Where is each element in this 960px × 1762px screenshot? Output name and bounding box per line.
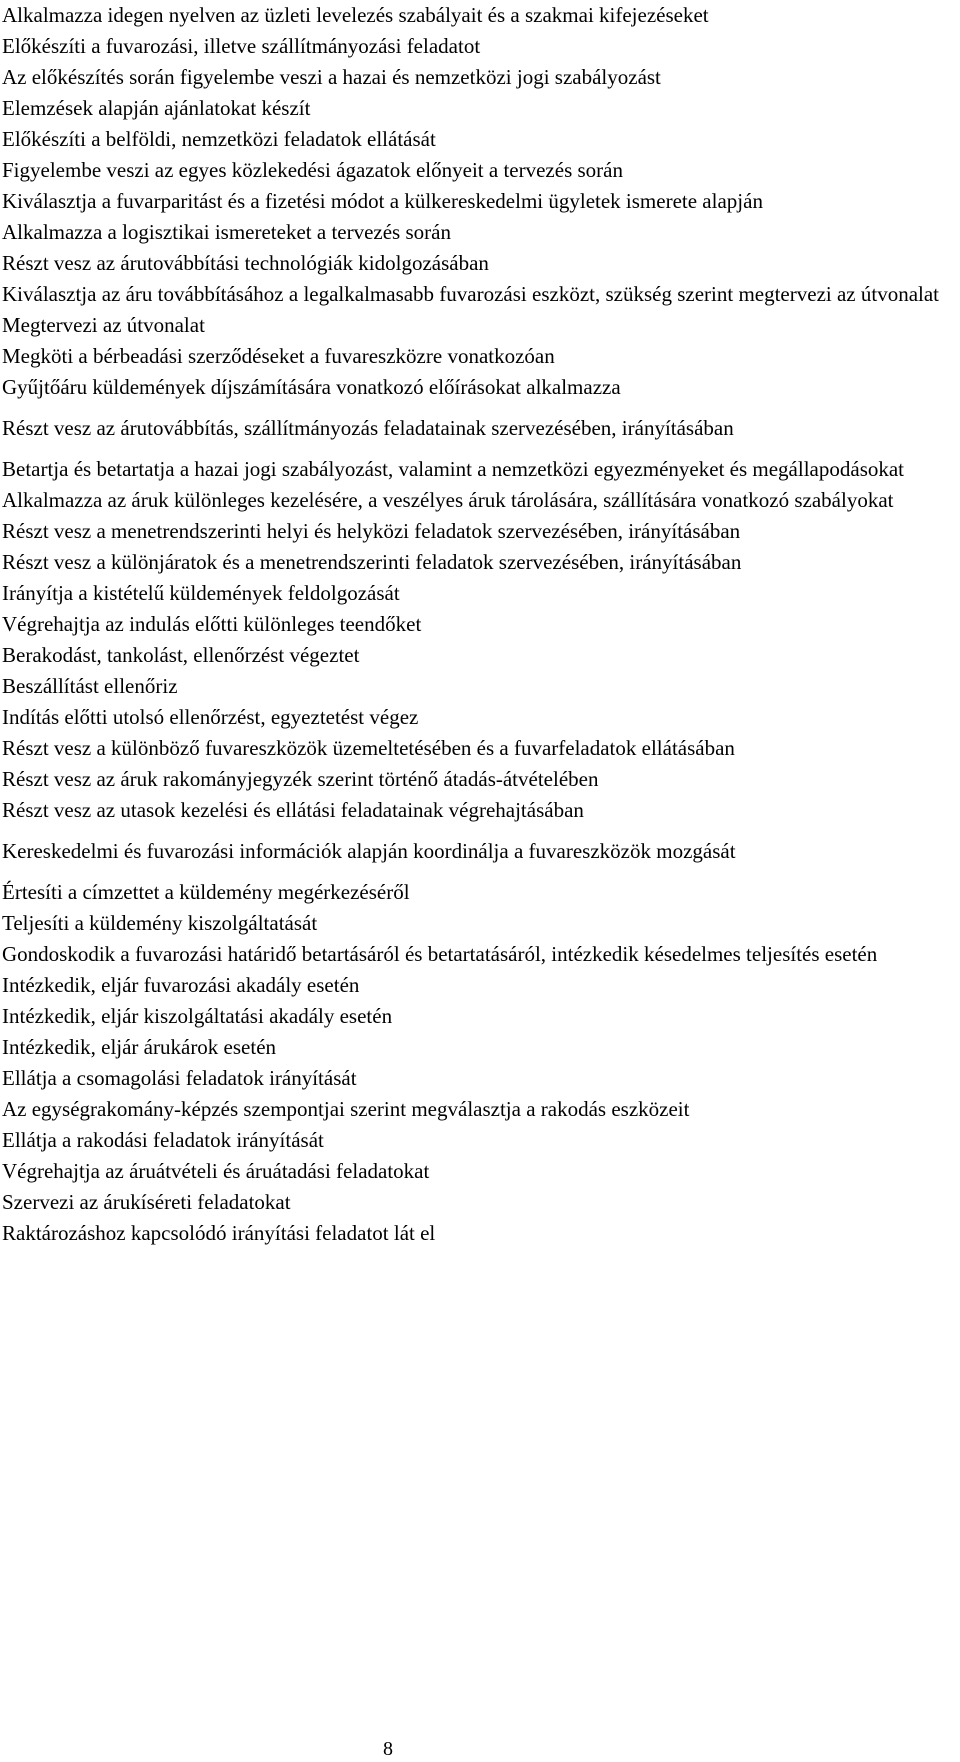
- list-item: Elemzések alapján ajánlatokat készít: [2, 96, 311, 120]
- list-item: Részt vesz a különböző fuvareszközök üzemeltetésében és a fuvarfeladatok ellátásában: [2, 736, 735, 760]
- list-item: Irányítja a kistételű küldemények feldolgozását: [2, 581, 400, 605]
- list-item: Intézkedik, eljár kiszolgáltatási akadály esetén: [2, 1004, 393, 1028]
- list-item: Beszállítást ellenőriz: [2, 674, 178, 698]
- page-number: 8: [383, 1738, 393, 1760]
- list-item: Végrehajtja az áruátvételi és áruátadási feladatokat: [2, 1159, 430, 1183]
- list-item: Részt vesz a különjáratok és a menetrendszerinti feladatok szervezésében, irányításában: [2, 550, 742, 574]
- list-item: Gyűjtőáru küldemények díjszámítására vonatkozó előírásokat alkalmazza: [2, 375, 621, 399]
- list-item: Teljesíti a küldemény kiszolgáltatását: [2, 911, 318, 935]
- list-item: Részt vesz a menetrendszerinti helyi és helyközi feladatok szervezésében, irányításában: [2, 519, 741, 543]
- list-item: Indítás előtti utolsó ellenőrzést, egyeztetést végez: [2, 705, 419, 729]
- list-item: Intézkedik, eljár fuvarozási akadály esetén: [2, 973, 360, 997]
- list-item: Ellátja a csomagolási feladatok irányítását: [2, 1066, 357, 1090]
- list-item: Gondoskodik a fuvarozási határidő betartásáról és betartatásáról, intézkedik késedelmes teljesítés esetén: [2, 942, 878, 966]
- list-item: Alkalmazza a logisztikai ismereteket a tervezés során: [2, 220, 451, 244]
- list-item: Értesíti a címzettet a küldemény megérkezéséről: [2, 880, 410, 904]
- list-item: Részt vesz az áruk rakományjegyzék szerint történő átadás-átvételében: [2, 767, 599, 791]
- list-item: Előkészíti a belföldi, nemzetközi feladatok ellátását: [2, 127, 436, 151]
- list-item: Szervezi az árukíséreti feladatokat: [2, 1190, 291, 1214]
- list-item: Kiválasztja az áru továbbításához a legalkalmasabb fuvarozási eszközt, szükség szerint megtervezi az útvonalat: [2, 282, 940, 306]
- list-item: Előkészíti a fuvarozási, illetve szállítmányozási feladatot: [2, 34, 481, 58]
- list-item: Megtervezi az útvonalat: [2, 313, 205, 337]
- list-item: Kiválasztja a fuvarparitást és a fizetési módot a külkereskedelmi ügyletek ismerete alapján: [2, 189, 763, 213]
- list-item: Részt vesz az árutovábbítás, szállítmányozás feladatainak szervezésében, irányításában: [2, 416, 734, 440]
- list-item: Részt vesz az utasok kezelési és ellátási feladatainak végrehajtásában: [2, 798, 584, 822]
- list-item: Megköti a bérbeadási szerződéseket a fuvareszközre vonatkozóan: [2, 344, 555, 368]
- list-item: Ellátja a rakodási feladatok irányítását: [2, 1128, 324, 1152]
- list-item: Raktározáshoz kapcsolódó irányítási feladatot lát el: [2, 1221, 436, 1245]
- list-item: Végrehajtja az indulás előtti különleges teendőket: [2, 612, 422, 636]
- list-item: Figyelembe veszi az egyes közlekedési ágazatok előnyeit a tervezés során: [2, 158, 623, 182]
- list-item: Részt vesz az árutovábbítási technológiák kidolgozásában: [2, 251, 489, 275]
- list-item: Az előkészítés során figyelembe veszi a hazai és nemzetközi jogi szabályozást: [2, 65, 661, 89]
- list-item: Az egységrakomány-képzés szempontjai szerint megválasztja a rakodás eszközeit: [2, 1097, 690, 1121]
- list-item: Betartja és betartatja a hazai jogi szabályozást, valamint a nemzetközi egyezményeket és megállapodásokat: [2, 457, 905, 481]
- list-item: Alkalmazza idegen nyelven az üzleti levelezés szabályait és a szakmai kifejezéseket: [2, 3, 709, 27]
- list-item: Alkalmazza az áruk különleges kezelésére, a veszélyes áruk tárolására, szállítására vonatkozó szabályokat: [2, 488, 894, 512]
- list-item: Intézkedik, eljár árukárok esetén: [2, 1035, 277, 1059]
- list-item: Kereskedelmi és fuvarozási információk alapján koordinálja a fuvareszközök mozgását: [2, 839, 736, 863]
- task-list: [2, 0, 947, 1249]
- list-item: Berakodást, tankolást, ellenőrzést végeztet: [2, 643, 360, 667]
